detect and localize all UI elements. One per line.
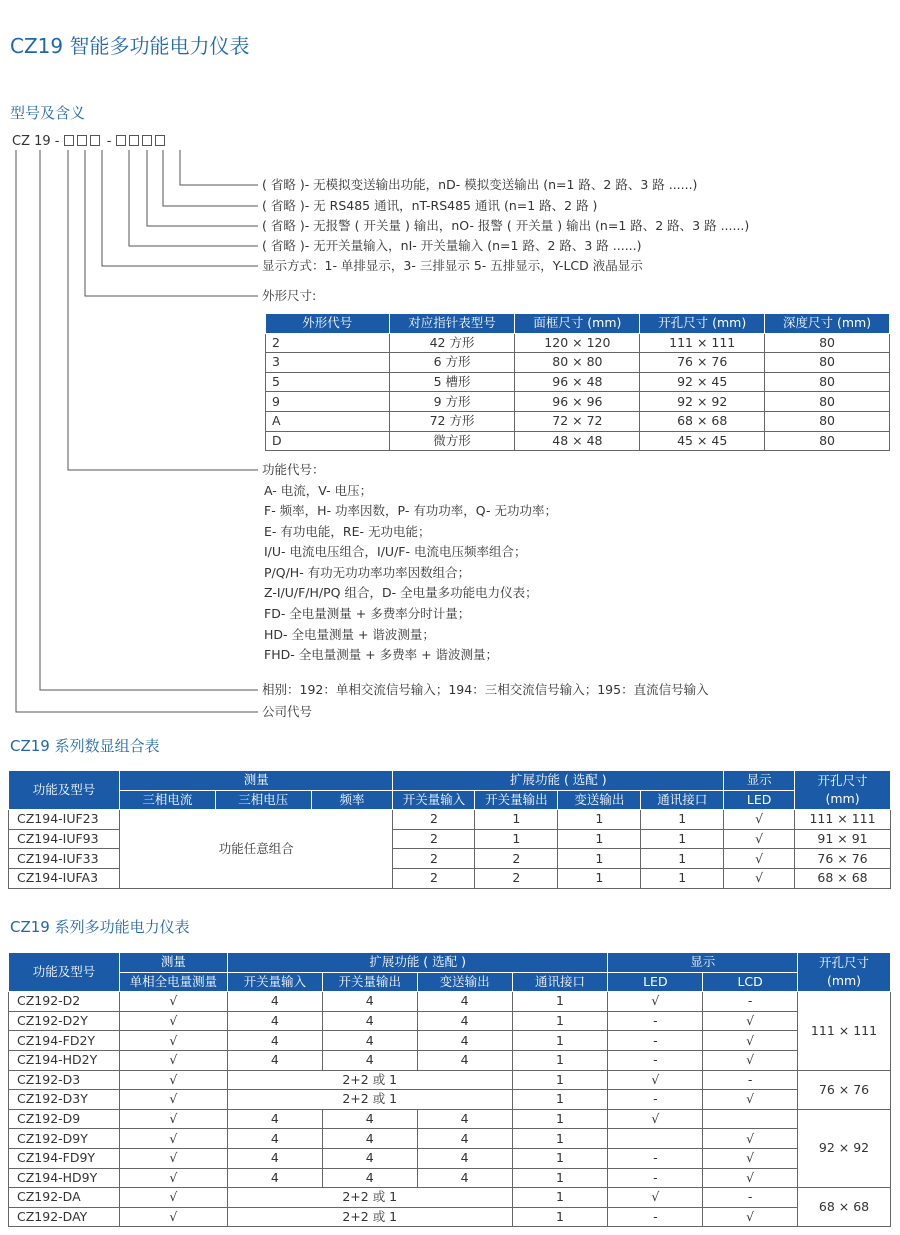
table-cell: √ — [119, 1168, 227, 1188]
sub-header: 开关量输出 — [475, 790, 558, 810]
table-cell: 4 — [417, 1031, 512, 1051]
table-cell: 1 — [512, 1129, 608, 1149]
table-cell: 3 — [266, 353, 390, 373]
table-cell: 1 — [558, 868, 641, 888]
sub-header: 通讯接口 — [641, 790, 724, 810]
model-cell: CZ192-D3Y — [9, 1090, 120, 1110]
table-cell: 1 — [512, 1011, 608, 1031]
table-cell: 1 — [512, 1109, 608, 1129]
table-cell: 80 — [765, 411, 890, 431]
table-cell — [608, 1129, 703, 1149]
table-cell: D — [266, 431, 390, 451]
table-cell: - — [608, 1031, 703, 1051]
header-measure: 测量 — [119, 953, 227, 973]
table-cell: 72 × 72 — [515, 411, 640, 431]
table-cell: 2 — [266, 333, 390, 353]
table-cell: - — [703, 1070, 798, 1090]
size-cell: 92 × 92 — [798, 1109, 891, 1187]
table-cell: 96 × 96 — [515, 392, 640, 412]
header-display: 显示 — [608, 953, 798, 973]
merged-measure-cell: 功能任意组合 — [119, 810, 393, 888]
model-cell: CZ194-HD9Y — [9, 1168, 120, 1188]
header-ext: 扩展功能 ( 选配 ) — [393, 771, 724, 791]
table-cell: 45 × 45 — [640, 431, 765, 451]
table-cell: √ — [119, 1011, 227, 1031]
table-cell: √ — [608, 992, 703, 1012]
table-cell: 1 — [512, 1168, 608, 1188]
table-cell: 4 — [322, 1168, 417, 1188]
table-cell: √ — [119, 1050, 227, 1070]
table-cell: √ — [724, 868, 795, 888]
table-row — [9, 1148, 891, 1168]
table-cell: - — [608, 1050, 703, 1070]
table-cell: 92 × 45 — [640, 372, 765, 392]
table-cell: 1 — [512, 1090, 608, 1110]
table-cell: 91 × 91 — [795, 829, 891, 849]
phase-line: 相别：192：单相交流信号输入；194：三相交流信号输入；195：直流信号输入 — [262, 682, 709, 697]
sub-header: 通讯接口 — [512, 972, 608, 992]
model-cell: CZ194-IUF33 — [9, 849, 120, 869]
table-cell: √ — [703, 1050, 798, 1070]
table-cell: √ — [608, 1188, 703, 1208]
table-cell: 4 — [227, 1168, 322, 1188]
table-cell: 4 — [227, 1109, 322, 1129]
merged-io-cell: 2+2 或 1 — [227, 1188, 512, 1208]
table-cell: 1 — [558, 829, 641, 849]
table-cell: - — [703, 1188, 798, 1208]
table-cell: 80 — [765, 372, 890, 392]
table-cell: √ — [119, 1207, 227, 1227]
sub-header: 单相全电量测量 — [119, 972, 227, 992]
model-cell: CZ192-DAY — [9, 1207, 120, 1227]
model-cell: CZ194-IUF23 — [9, 810, 120, 830]
table-cell: 4 — [227, 1031, 322, 1051]
table-cell: √ — [119, 1070, 227, 1090]
table-cell: 1 — [641, 810, 724, 830]
table-cell: √ — [608, 1109, 703, 1129]
model-cell: CZ192-DA — [9, 1188, 120, 1208]
table-cell: √ — [119, 992, 227, 1012]
model-cell: CZ192-D2 — [9, 992, 120, 1012]
table-cell: √ — [724, 849, 795, 869]
table-cell: 1 — [512, 1031, 608, 1051]
table-cell: 1 — [512, 1148, 608, 1168]
table-row — [9, 1011, 891, 1031]
table-cell: 4 — [322, 1031, 417, 1051]
sub-header: 变送输出 — [558, 790, 641, 810]
table-cell: 2 — [475, 868, 558, 888]
table-row — [9, 1129, 891, 1149]
table-cell: 微方形 — [389, 431, 515, 451]
size-table — [265, 313, 890, 451]
table-row — [9, 1070, 891, 1090]
size-label: 外形尺寸: — [262, 288, 317, 303]
table-cell: - — [608, 1090, 703, 1110]
table-cell: 76 × 76 — [795, 849, 891, 869]
table-row — [9, 1188, 891, 1208]
table-cell: 4 — [417, 992, 512, 1012]
func-line: FD- 全电量测量 + 多费率分时计量； — [264, 606, 471, 621]
table-cell: 4 — [417, 1129, 512, 1149]
table-cell: 1 — [558, 810, 641, 830]
table-cell: 80 — [765, 431, 890, 451]
func-line: P/Q/H- 有功无功功率功率因数组合； — [264, 565, 471, 580]
table-cell: 9 方形 — [389, 392, 515, 412]
table-cell: √ — [703, 1090, 798, 1110]
table-row — [9, 1050, 891, 1070]
table-cell: 1 — [641, 829, 724, 849]
table-cell: 68 × 68 — [795, 868, 891, 888]
func-label: 功能代号： — [262, 462, 325, 477]
table-cell: 1 — [558, 849, 641, 869]
leader-line-company — [16, 150, 258, 712]
table-cell: 48 × 48 — [515, 431, 640, 451]
header-display: 显示 — [724, 771, 795, 791]
model-code-dash: - — [106, 134, 112, 149]
sub-header: 开关量输入 — [227, 972, 322, 992]
table-cell: 9 — [266, 392, 390, 412]
size-cell: 76 × 76 — [798, 1070, 891, 1109]
func-line: F- 频率，H- 功率因数，P- 有功功率，Q- 无功功率； — [264, 503, 557, 518]
size-cell: 68 × 68 — [798, 1188, 891, 1227]
table-cell: 4 — [322, 992, 417, 1012]
table-cell: 1 — [512, 1070, 608, 1090]
model-cell: CZ194-FD2Y — [9, 1031, 120, 1051]
table-cell: 1 — [641, 849, 724, 869]
table-cell: √ — [703, 1207, 798, 1227]
digital-section-heading: CZ19 系列数显组合表 — [10, 737, 160, 755]
table-cell: √ — [119, 1109, 227, 1129]
merged-io-cell: 2+2 或 1 — [227, 1207, 512, 1227]
size-cell: 111 × 111 — [798, 992, 891, 1070]
table-cell: 1 — [641, 868, 724, 888]
table-row — [9, 992, 891, 1012]
table-cell: - — [703, 992, 798, 1012]
table-cell: 6 方形 — [389, 353, 515, 373]
model-cell: CZ192-D9 — [9, 1109, 120, 1129]
table-cell — [703, 1109, 798, 1129]
table-row — [9, 1207, 891, 1227]
table-cell: 1 — [512, 1207, 608, 1227]
line-rs485: ( 省略 )- 无 RS485 通讯，nT-RS485 通讯 (n=1 路、2 路 ) — [262, 198, 598, 213]
size-header: 对应指针表型号 — [389, 314, 515, 334]
size-header: 深度尺寸 (mm) — [765, 314, 890, 334]
sub-header: 三相电流 — [119, 790, 215, 810]
table-cell: 2 — [393, 868, 475, 888]
size-header: 面框尺寸 (mm) — [515, 314, 640, 334]
leader-line-size — [85, 150, 258, 296]
table-cell: 42 方形 — [389, 333, 515, 353]
table-cell: √ — [119, 1129, 227, 1149]
sub-header: 开关量输入 — [393, 790, 475, 810]
merged-io-cell: 2+2 或 1 — [227, 1070, 512, 1090]
table-cell: √ — [119, 1031, 227, 1051]
sub-header: LED — [608, 972, 703, 992]
digital-table — [8, 770, 891, 889]
table-cell: 4 — [227, 1148, 322, 1168]
table-cell: 120 × 120 — [515, 333, 640, 353]
header-measure: 测量 — [119, 771, 393, 791]
leader-line-alarm — [147, 150, 258, 226]
page-title: CZ19 智能多功能电力仪表 — [10, 34, 250, 58]
func-line: HD- 全电量测量 + 谐波测量； — [264, 627, 435, 642]
table-cell: 111 × 111 — [795, 810, 891, 830]
table-row — [266, 353, 890, 373]
merged-io-cell: 2+2 或 1 — [227, 1090, 512, 1110]
table-cell: 80 — [765, 333, 890, 353]
table-cell: 4 — [417, 1148, 512, 1168]
table-cell: 1 — [475, 829, 558, 849]
table-cell: 80 × 80 — [515, 353, 640, 373]
table-cell: 2 — [393, 829, 475, 849]
leader-line-rs485 — [163, 150, 258, 206]
model-cell: CZ194-IUF93 — [9, 829, 120, 849]
size-header: 外形代号 — [266, 314, 390, 334]
table-cell: - — [608, 1011, 703, 1031]
model-cell: CZ194-HD2Y — [9, 1050, 120, 1070]
table-cell: 111 × 111 — [640, 333, 765, 353]
table-cell: 2 — [393, 810, 475, 830]
table-row — [266, 392, 890, 412]
sub-header: 频率 — [311, 790, 393, 810]
table-cell: 4 — [417, 1109, 512, 1129]
multi-table — [8, 952, 891, 1227]
table-cell: √ — [119, 1148, 227, 1168]
multi-section-heading: CZ19 系列多功能电力仪表 — [10, 918, 190, 936]
sub-header: 变送输出 — [417, 972, 512, 992]
table-cell: 92 × 92 — [640, 392, 765, 412]
line-switch-in: ( 省略 )- 无开关量输入，nI- 开关量输入 (n=1 路、2 路、3 路 ......) — [262, 238, 642, 253]
table-cell: √ — [703, 1011, 798, 1031]
header-ext: 扩展功能 ( 选配 ) — [227, 953, 608, 973]
header-func: 功能及型号 — [9, 771, 120, 810]
header-func: 功能及型号 — [9, 953, 120, 992]
table-cell: 72 方形 — [389, 411, 515, 431]
table-cell: 2 — [393, 849, 475, 869]
table-row — [9, 1031, 891, 1051]
table-row — [9, 1090, 891, 1110]
table-cell: √ — [724, 829, 795, 849]
table-cell: 4 — [417, 1050, 512, 1070]
table-cell: √ — [703, 1129, 798, 1149]
header-size-unit: (mm) — [826, 973, 862, 989]
func-line: I/U- 电流电压组合，I/U/F- 电流电压频率组合； — [264, 544, 527, 559]
size-header: 开孔尺寸 (mm) — [640, 314, 765, 334]
header-size-label: 开孔尺寸 — [818, 955, 869, 971]
table-cell: 68 × 68 — [640, 411, 765, 431]
table-cell: 4 — [417, 1168, 512, 1188]
func-line: FHD- 全电量测量 + 多费率 + 谐波测量； — [264, 647, 499, 662]
model-cell: CZ194-FD9Y — [9, 1148, 120, 1168]
table-row — [9, 1168, 891, 1188]
table-cell: 1 — [512, 992, 608, 1012]
func-line: A- 电流，V- 电压； — [264, 483, 373, 498]
table-cell: 1 — [475, 810, 558, 830]
company-line: 公司代号 — [262, 704, 313, 719]
table-row — [266, 411, 890, 431]
table-cell: 4 — [227, 992, 322, 1012]
table-cell: 4 — [417, 1011, 512, 1031]
table-cell: √ — [703, 1168, 798, 1188]
model-cell: CZ192-D2Y — [9, 1011, 120, 1031]
table-cell: - — [608, 1168, 703, 1188]
table-cell: √ — [703, 1148, 798, 1168]
table-row — [9, 1109, 891, 1129]
table-cell: 80 — [765, 392, 890, 412]
func-line: Z-I/U/F/H/PQ 组合，D- 全电量多功能电力仪表； — [264, 585, 538, 600]
table-cell: √ — [119, 1188, 227, 1208]
table-row — [9, 810, 891, 830]
model-section-heading: 型号及含义 — [10, 104, 86, 122]
table-cell: 4 — [322, 1050, 417, 1070]
table-cell: √ — [703, 1031, 798, 1051]
table-cell: 4 — [322, 1129, 417, 1149]
model-code-prefix: CZ 19 - — [12, 134, 60, 149]
sub-header: LED — [724, 790, 795, 810]
leader-line-analog — [180, 150, 258, 185]
table-cell: 96 × 48 — [515, 372, 640, 392]
sub-header: LCD — [703, 972, 798, 992]
model-cell: CZ192-D9Y — [9, 1129, 120, 1149]
table-cell: 1 — [512, 1050, 608, 1070]
header-size — [795, 771, 891, 810]
table-cell: 4 — [227, 1129, 322, 1149]
header-size-unit: (mm) — [825, 791, 860, 807]
table-cell: 4 — [322, 1148, 417, 1168]
line-display: 显示方式：1- 单排显示，3- 三排显示 5- 五排显示，Y-LCD 液晶显示 — [262, 258, 643, 273]
table-cell: - — [608, 1207, 703, 1227]
table-cell: 4 — [227, 1011, 322, 1031]
table-cell: 2 — [475, 849, 558, 869]
sub-header: 开关量输出 — [322, 972, 417, 992]
table-cell: - — [608, 1148, 703, 1168]
sub-header: 三相电压 — [215, 790, 311, 810]
model-cell: CZ192-D3 — [9, 1070, 120, 1090]
table-row — [266, 333, 890, 353]
header-size-label: 开孔尺寸 — [817, 773, 868, 789]
table-row — [266, 372, 890, 392]
table-cell: √ — [119, 1090, 227, 1110]
line-analog: ( 省略 )- 无模拟变送输出功能，nD- 模拟变送输出 (n=1 路、2 路、3 路 ......) — [262, 177, 698, 192]
table-cell: √ — [608, 1070, 703, 1090]
leader-line-switch-in — [129, 150, 258, 246]
leader-line-phase — [40, 150, 258, 690]
table-cell: √ — [724, 810, 795, 830]
func-line: E- 有功电能，RE- 无功电能； — [264, 524, 431, 539]
line-alarm: ( 省略 )- 无报警 ( 开关量 ) 输出，nO- 报警 ( 开关量 ) 输出 (n=1 路、2 路、3 路 ......) — [262, 218, 750, 233]
table-cell: 5 槽形 — [389, 372, 515, 392]
table-cell: 4 — [227, 1050, 322, 1070]
model-cell: CZ194-IUFA3 — [9, 868, 120, 888]
table-cell: 4 — [322, 1109, 417, 1129]
table-cell: 4 — [322, 1011, 417, 1031]
header-size — [798, 953, 891, 992]
table-cell: 1 — [512, 1188, 608, 1208]
table-cell: 76 × 76 — [640, 353, 765, 373]
table-cell: 80 — [765, 353, 890, 373]
table-cell: 5 — [266, 372, 390, 392]
table-row — [266, 431, 890, 451]
table-cell: A — [266, 411, 390, 431]
